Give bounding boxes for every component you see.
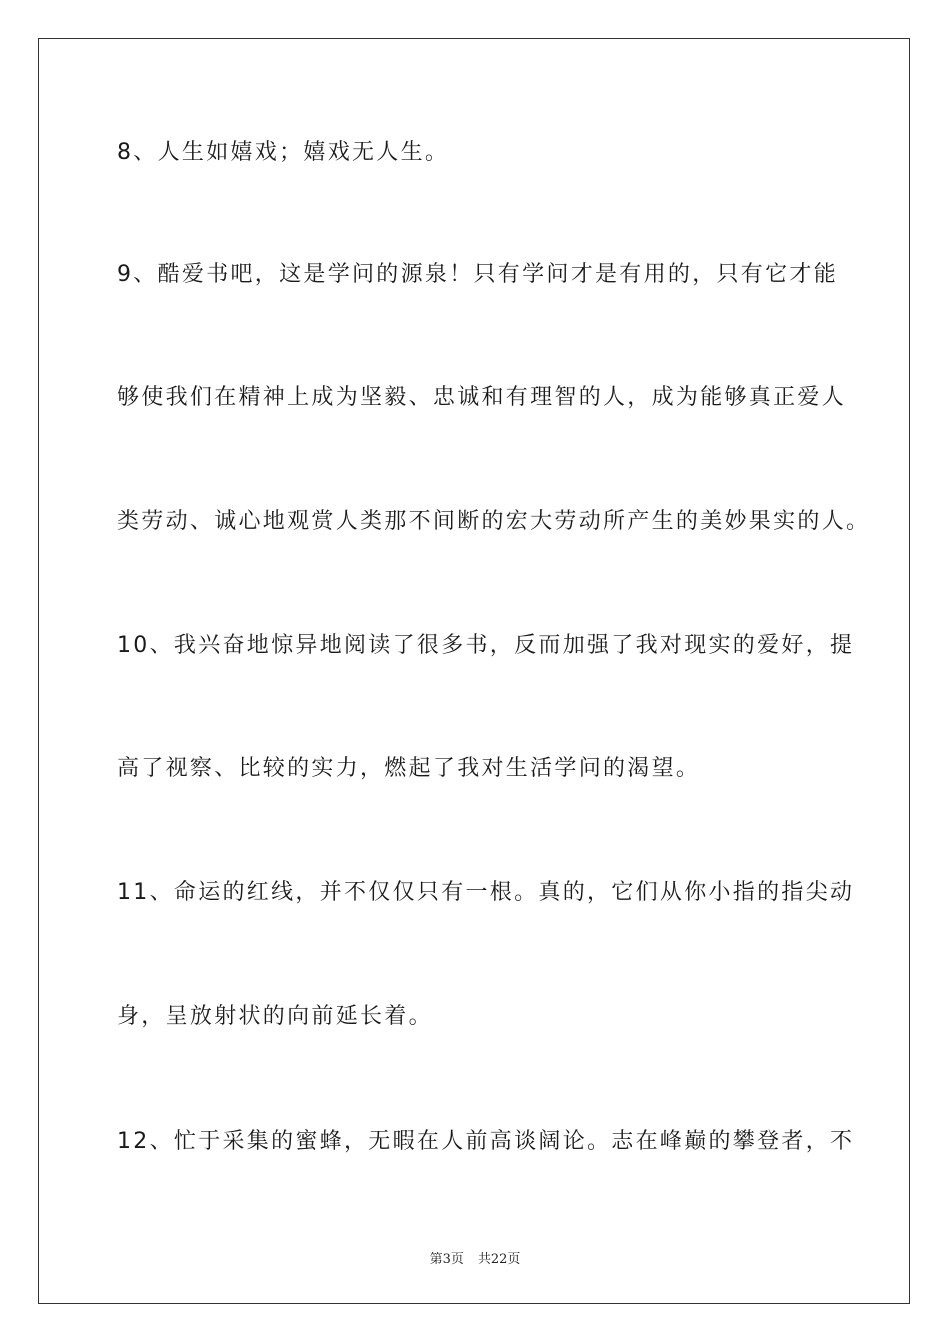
text-line: 9、酷爱书吧，这是学问的源泉！只有学问才是有用的，只有它才能 [117, 262, 838, 287]
page-number: 第3页 [429, 1252, 464, 1267]
text-line: 身，呈放射状的向前延长着。 [117, 1004, 433, 1029]
page-border [38, 38, 910, 1304]
text-line: 11、命运的红线，并不仅仅只有一根。真的，它们从你小指的指尖动 [117, 880, 855, 905]
text-line: 够使我们在精神上成为坚毅、忠诚和有理智的人，成为能够真正爱人 [117, 385, 847, 410]
page-total: 共22页 [477, 1252, 521, 1267]
page-footer [0, 1248, 950, 1267]
text-line: 高了视察、比较的实力，燃起了我对生活学问的渴望。 [117, 756, 701, 781]
text-line: 10、我兴奋地惊异地阅读了很多书，反而加强了我对现实的爱好，提 [117, 633, 855, 658]
text-line: 8、人生如嬉戏；嬉戏无人生。 [117, 140, 450, 165]
text-line: 类劳动、诚心地观赏人类那不间断的宏大劳动所产生的美妙果实的人。 [117, 509, 871, 534]
text-line: 12、忙于采集的蜜蜂，无暇在人前高谈阔论。志在峰巅的攀登者，不 [117, 1129, 855, 1154]
